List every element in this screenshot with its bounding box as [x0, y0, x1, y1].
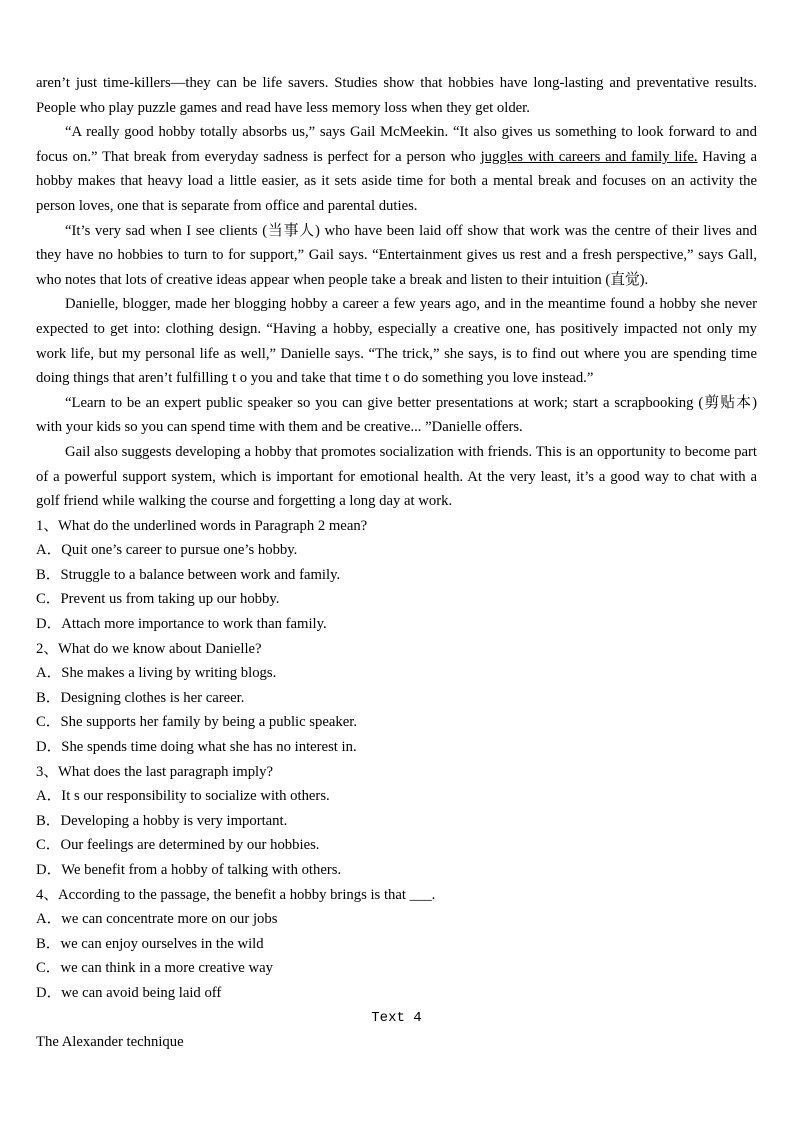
- paragraph-6: Gail also suggests developing a hobby that promotes socialization with friends. This is an opportunity to become part of a powerful support system, which is important for emotional health. At the very least, it’s a good way to chat with a golf friend while walking the course and forgetting a long day at work.: [36, 443, 757, 510]
- question-4-option-b-label: B．: [36, 935, 61, 952]
- question-1-option-c-label: C．: [36, 591, 61, 608]
- question-4-option-c-label: C．: [36, 960, 61, 977]
- question-2-option-a: [36, 661, 757, 686]
- question-3-option-d-label: D．: [36, 862, 62, 878]
- question-3-option-d-text: We benefit from a hobby of talking with others.: [61, 862, 342, 878]
- question-2-number: 2、: [36, 640, 59, 657]
- question-1-option-d: [36, 612, 757, 637]
- question-2-option-b: [36, 686, 757, 711]
- question-4: [36, 883, 757, 908]
- question-1-option-a: [36, 538, 757, 563]
- question-2-text: What do we know about Danielle?: [58, 640, 262, 657]
- paragraph-2-after: Having a hobby makes that heavy load a little easier, as it sets aside time for both a mental break and focuses on an activity the person loves, one that is separate from office and parental duties.: [36, 148, 757, 214]
- question-1-option-c: [36, 587, 757, 612]
- question-3-option-c: [36, 833, 757, 858]
- question-4-option-d-label: D．: [36, 984, 62, 1001]
- question-4-option-d-text: we can avoid being laid off: [61, 984, 222, 1001]
- section-title: Text 4: [371, 1009, 422, 1026]
- paragraph-3: “It’s very sad when I see clients (当事人) who have been laid off show that work was the centre of their lives and they have no hobbies to turn to for support,” Gail says. “Entertainment gives us rest and a fresh perspective,” says Gall, who notes that lots of creative ideas appear when people take a break and listen to their intuition (直觉).: [36, 222, 757, 288]
- question-3: [36, 760, 757, 785]
- question-4-option-c-text: we can think in a more creative way: [60, 960, 273, 977]
- question-2-option-c-label: C．: [36, 714, 61, 731]
- question-2-option-d-text: She spends time doing what she has no interest in.: [61, 739, 357, 756]
- question-4-option-d: [36, 981, 757, 1006]
- question-2-option-a-label: A．: [36, 665, 62, 682]
- paragraph-1: aren’t just time-killers—they can be life savers. Studies show that hobbies have long-lasting and preventative results. People who play puzzle games and read have less memory loss when they get older.: [36, 75, 757, 116]
- paragraph-2: [36, 120, 757, 218]
- passage: [36, 71, 757, 514]
- question-2-option-b-label: B．: [36, 689, 61, 706]
- question-1: [36, 514, 757, 539]
- question-2-option-a-text: She makes a living by writing blogs.: [61, 665, 277, 682]
- question-1-text: What do the underlined words in Paragraph 2 mean?: [58, 517, 368, 534]
- question-3-option-b-text: Developing a hobby is very important.: [60, 812, 288, 829]
- paragraph-5: “Learn to be an expert public speaker so you can give better presentations at work; start a scrapbooking (剪贴本) with your kids so you can spend time with them and be creative... ”Danielle offers.: [36, 394, 757, 436]
- question-1-option-b-text: Struggle to a balance between work and family.: [60, 566, 341, 583]
- question-3-number: 3、: [36, 763, 59, 780]
- question-1-option-b-label: B．: [36, 566, 61, 583]
- questions-section: [36, 514, 757, 1006]
- paragraph-4: Danielle, blogger, made her blogging hobby a career a few years ago, and in the meantime found a hobby she never expected to get into: clothing design. “Having a hobby, especially a creative one, has positively impacted not only my work life, but my personal life as well,” Danielle says. “The trick,” she says, is to find out where you are spending time doing things that aren’t fulfilling t o you and take that time t o do something you love instead.”: [36, 296, 757, 387]
- underlined-phrase: juggles with careers and family life.: [480, 148, 698, 165]
- question-4-option-c: [36, 956, 757, 981]
- question-2-option-d-label: D．: [36, 739, 62, 756]
- question-2-option-d: [36, 735, 757, 760]
- question-2-option-b-text: Designing clothes is her career.: [60, 689, 245, 706]
- question-2-option-c-text: She supports her family by being a public speaker.: [60, 714, 358, 731]
- question-4-number: 4、: [36, 886, 59, 903]
- next-passage-title: The Alexander technique: [36, 1034, 184, 1051]
- question-3-option-b-label: B．: [36, 812, 61, 829]
- question-3-option-b: [36, 809, 757, 834]
- question-4-option-a: [36, 907, 757, 932]
- question-1-option-c-text: Prevent us from taking up our hobby.: [60, 591, 280, 608]
- question-4-text: According to the passage, the benefit a hobby brings is that ___.: [58, 886, 436, 903]
- question-3-option-a-text: It s our responsibility to socialize with others.: [61, 788, 330, 805]
- question-4-option-b: [36, 932, 757, 957]
- question-1-option-a-text: Quit one’s career to pursue one’s hobby.: [61, 542, 298, 559]
- question-2-option-c: [36, 710, 757, 735]
- question-3-option-a: [36, 784, 757, 809]
- question-4-option-a-text: we can concentrate more on our jobs: [61, 911, 278, 928]
- question-3-option-a-label: A．: [36, 788, 62, 805]
- question-1-option-d-label: D．: [36, 616, 62, 633]
- question-1-option-a-label: A．: [36, 542, 62, 559]
- question-3-option-c-text: Our feelings are determined by our hobbies.: [60, 837, 320, 854]
- question-3-option-d: [36, 858, 757, 883]
- question-1-option-d-text: Attach more importance to work than family.: [61, 616, 327, 633]
- paragraph-2-before: “A really good hobby totally absorbs us,” says Gail McMeekin. “It also gives us something to look forward to and focus on.” That break from everyday sadness is perfect for a person who: [36, 124, 757, 165]
- question-1-number: 1、: [36, 517, 59, 534]
- question-2: [36, 637, 757, 662]
- question-4-option-b-text: we can enjoy ourselves in the wild: [60, 935, 264, 952]
- question-1-option-b: [36, 563, 757, 588]
- question-3-option-c-label: C．: [36, 837, 61, 854]
- question-4-option-a-label: A．: [36, 911, 62, 928]
- question-3-text: What does the last paragraph imply?: [58, 763, 273, 780]
